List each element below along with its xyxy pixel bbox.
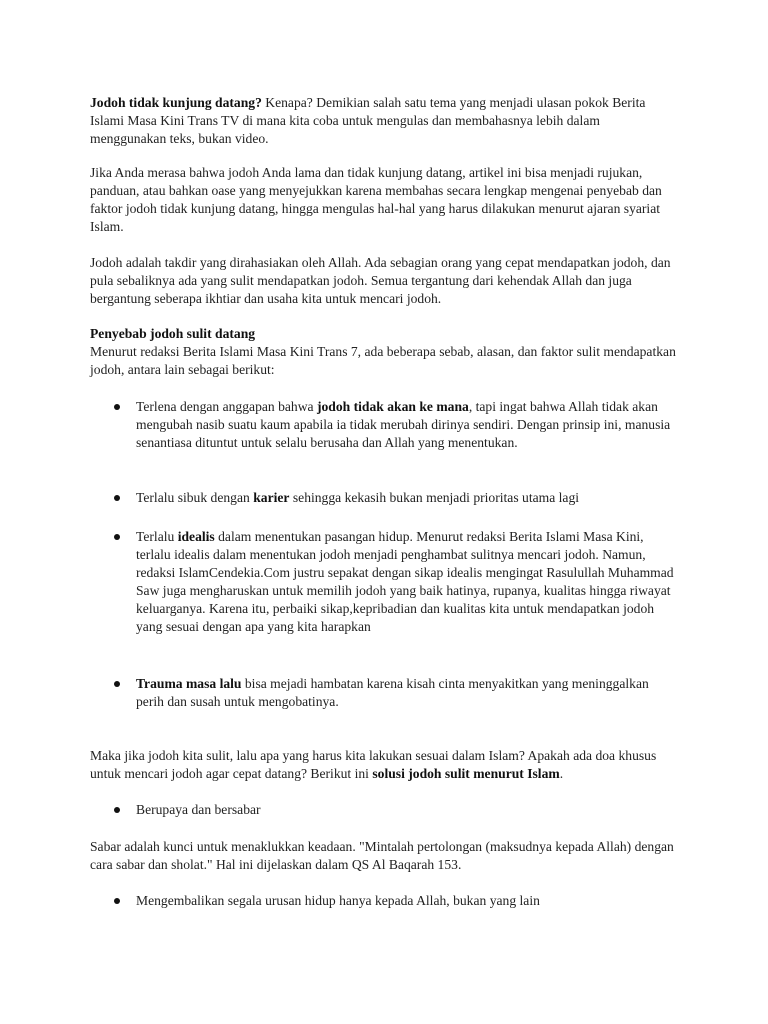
solutions-intro-paragraph bbox=[90, 747, 676, 783]
intro-bold-question: Jodoh tidak kunjung datang? bbox=[90, 95, 262, 110]
cause-item-text: , tapi ingat bahwa Allah tidak akan mengubah nasib suatu kaum apabila ia tidak merubah dirinya sendiri. Dengan prinsip ini, manusia senantiasa dituntut untuk selalu berusaha dan Allah yang menentukan. bbox=[136, 399, 671, 450]
sabar-paragraph: Sabar adalah kunci untuk menaklukkan keadaan. "Mintalah pertolongan (maksudnya kepada Allah) dengan cara sabar dan sholat." Hal ini dijelaskan dalam QS Al Baqarah 153. bbox=[90, 839, 674, 872]
cause-item-bold: Trauma masa lalu bbox=[136, 676, 242, 691]
cause-item-text: bisa mejadi hambatan karena kisah cinta menyakitkan yang meninggalkan perih dan susah untuk mengobatinya. bbox=[136, 676, 649, 709]
cause-item-text: dalam menentukan pasangan hidup. Menurut redaksi Berita Islami Masa Kini, terlalu idealis dalam menentukan jodoh menjadi penghambat sulitnya mencari jodoh. Namun, redaksi IslamCendekia.Com justru sepakat dengan sikap idealis mengingat Rasulullah Muhammad Saw juga mengharuskan untuk memilih jodoh yang baik hatinya, rupanya, kualitas hingga riwayat keluarganya. Karena itu, perbaiki sikap,kepribadian dan kualitas kita untuk mendapatkan jodoh yang sesuai dengan apa yang kita harapkan bbox=[136, 529, 674, 634]
solutions-intro-bold: solusi jodoh sulit menurut Islam bbox=[372, 766, 560, 781]
bullet-icon bbox=[114, 892, 122, 910]
bullet-icon bbox=[114, 675, 122, 693]
causes-intro-paragraph: Menurut redaksi Berita Islami Masa Kini Trans 7, ada beberapa sebab, alasan, dan faktor sulit mendapatkan jodoh, antara lain sebagai berikut: bbox=[90, 344, 676, 377]
solutions-intro-text: . bbox=[559, 766, 564, 781]
bullet-icon bbox=[114, 489, 122, 507]
cause-item-text: Terlalu sibuk dengan bbox=[136, 490, 254, 505]
section-heading bbox=[90, 325, 676, 343]
bullet-icon bbox=[114, 398, 122, 416]
context-paragraph: Jika Anda merasa bahwa jodoh Anda lama dan tidak kunjung datang, artikel ini bisa menjadi rujukan, panduan, atau bahkan oase yang menyejukkan karena membahas secara lengkap mengenai penyebab dan faktor jodoh tidak kunjung datang, hingga mengulas hal-hal yang harus dilakukan menurut ajaran syariat Islam. bbox=[90, 165, 662, 234]
cause-item-text: Terlalu bbox=[136, 529, 178, 544]
cause-item bbox=[136, 675, 676, 711]
cause-item-bold: idealis bbox=[177, 529, 215, 544]
solutions-intro-text: Maka jika jodoh kita sulit, lalu apa yang harus kita lakukan sesuai dalam Islam? Apakah ada doa khusus untuk mencari jodoh agar cepat datang? Berikut ini bbox=[90, 748, 657, 781]
takdir-paragraph: Jodoh adalah takdir yang dirahasiakan oleh Allah. Ada sebagian orang yang cepat mendapatkan jodoh, dan pula sebaliknya ada yang sulit mendapatkan jodoh. Semua tergantung dari kehendak Allah dan juga bergantung seberapa ikhtiar dan usaha kita untuk mencari jodoh. bbox=[90, 255, 671, 306]
solution-item: Berupaya dan bersabar bbox=[136, 802, 261, 817]
section-heading-text: Penyebab jodoh sulit datang bbox=[90, 326, 256, 341]
bullet-icon bbox=[114, 528, 122, 546]
bullet-icon bbox=[114, 801, 122, 819]
cause-item bbox=[136, 489, 676, 507]
intro-text: Kenapa? Demikian salah satu tema yang menjadi ulasan pokok Berita Islami Masa Kini Trans TV di mana kita coba untuk mengulas dan membahasnya lebih dalam menggunakan teks, bukan video. bbox=[90, 95, 646, 146]
cause-item-bold: karier bbox=[253, 490, 290, 505]
solution-item: Mengembalikan segala urusan hidup hanya kepada Allah, bukan yang lain bbox=[136, 893, 540, 908]
cause-item-bold: jodoh tidak akan ke mana bbox=[316, 399, 469, 414]
cause-item-text: Terlena dengan anggapan bahwa bbox=[136, 399, 317, 414]
cause-item-text: sehingga kekasih bukan menjadi prioritas utama lagi bbox=[289, 490, 580, 505]
cause-item bbox=[136, 528, 676, 636]
cause-item bbox=[136, 398, 676, 452]
intro-paragraph bbox=[90, 94, 676, 148]
